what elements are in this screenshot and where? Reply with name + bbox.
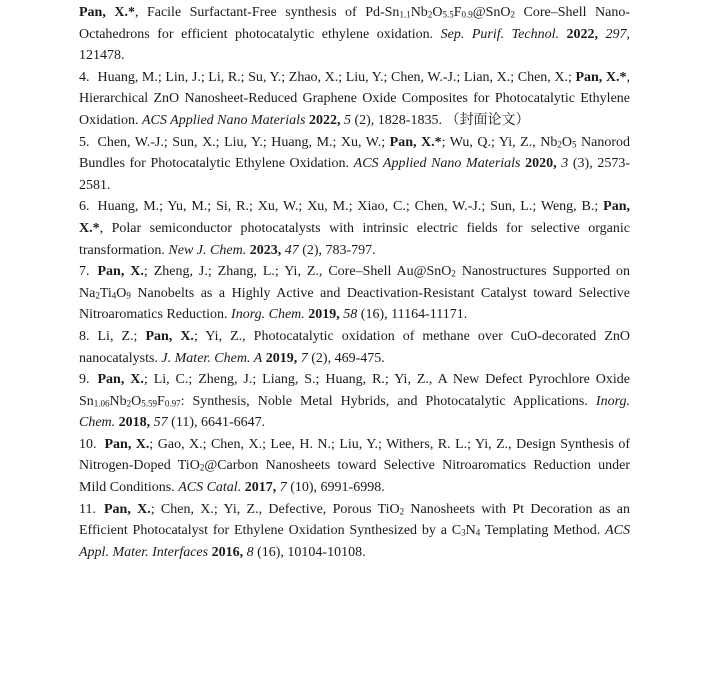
text-run: 2: [427, 9, 433, 20]
text-run: (11), 6641-6647.: [167, 415, 266, 431]
text-run: Inorg. Chem.: [231, 307, 305, 323]
text-run: (2), 469-475.: [307, 350, 385, 366]
text-run: [598, 27, 606, 42]
text-run: Pan, X.: [145, 328, 194, 344]
text-run: 3: [461, 527, 466, 538]
text-run: 2: [557, 139, 562, 150]
text-run: O: [432, 5, 443, 20]
text-run: 2019,: [308, 307, 340, 323]
text-run: (16), 10104-10108.: [253, 544, 366, 560]
text-run: : Synthesis, Noble Metal Hybrids, and Photocatalytic Applications.: [180, 393, 596, 409]
reference-number: 4.: [79, 69, 90, 85]
text-run: Nanostructures Supported on Na: [79, 264, 630, 301]
text-run: 7: [279, 480, 287, 496]
text-run: ACS Catal.: [178, 480, 242, 496]
reference-number: 8.: [79, 328, 90, 344]
text-run: 2022,: [566, 26, 598, 42]
reference-item: [79, 196, 630, 261]
text-run: 5: [343, 112, 351, 128]
text-run: , Facile Surfactant-Free synthesis of Pd-Sn: [134, 5, 400, 20]
reference-number: 6.: [79, 199, 90, 215]
text-run: F: [157, 393, 165, 409]
text-run: 5: [571, 139, 577, 150]
text-run: 0.97: [164, 398, 181, 409]
text-run: 2: [451, 268, 456, 279]
text-run: [559, 27, 567, 42]
reference-number: 7.: [79, 264, 90, 280]
text-run: J. Mater. Chem. A: [161, 350, 263, 366]
text-run: (2), 783-797.: [298, 242, 376, 258]
text-run: , Polar semiconductor photocatalysts with intrinsic electric fields for selective organic transformation.: [79, 220, 630, 258]
reference-item: [79, 499, 630, 564]
text-run: 297: [605, 26, 627, 42]
text-run: O: [561, 134, 572, 150]
text-run: 2019,: [265, 350, 298, 366]
text-run: 8: [246, 544, 254, 560]
reference-number: 11.: [79, 501, 96, 517]
text-run: New J. Chem.: [168, 242, 247, 258]
text-run: @Carbon Nanosheets toward Selective Nitroaromatics Reduction under Mild Conditions.: [79, 458, 630, 496]
text-run: 2: [199, 463, 205, 474]
text-run: 2: [399, 506, 405, 517]
text-run: Templating Method.: [480, 523, 606, 539]
text-run: Pan, X.: [97, 264, 144, 280]
text-run: ; Li, C.; Zheng, J.; Liang, S.; Huang, R.; Yi, Z., A New Defect Pyrochlore Oxide Sn: [79, 372, 630, 409]
text-run: Ti: [99, 285, 112, 301]
text-run: ; Chen, X.; Yi, Z., Defective, Porous TiO: [150, 501, 400, 517]
text-run: (2), 1828-1835. （封面论文）: [350, 112, 530, 128]
reference-number: 10.: [79, 436, 97, 452]
text-run: 1.1: [399, 9, 411, 20]
text-run: 0.9: [461, 9, 473, 20]
text-run: 2: [95, 290, 100, 301]
text-run: 9: [126, 290, 131, 301]
text-run: 2022,: [308, 112, 341, 128]
text-run: 2016,: [211, 544, 244, 560]
text-run: ; Yi, Z., Photocatalytic oxidation of methane over CuO-decorated ZnO nanocatalysts.: [79, 328, 630, 366]
text-run: Pan, X.: [104, 436, 150, 452]
reference-number: 9.: [79, 372, 90, 388]
text-run: 5.5: [442, 9, 454, 20]
text-run: 7: [300, 350, 308, 366]
reference-item: [79, 326, 630, 369]
text-run: O: [131, 393, 142, 409]
reference-item: [79, 2, 630, 67]
text-run: Core–Shell Nano-Octahedrons for efficient photocatalytic ethylene oxidation.: [79, 5, 630, 42]
text-run: Pan, X.: [103, 501, 151, 517]
text-run: 5.59: [141, 398, 158, 409]
text-run: 2023,: [249, 242, 282, 258]
text-run: Huang, M.; Yu, M.; Si, R.; Xu, W.; Xu, M.; Xiao, C.; Chen, W.-J.; Sun, L.; Weng, B.;: [97, 199, 604, 215]
text-run: (10), 6991-6998.: [286, 480, 385, 496]
text-run: Nanorod Bundles for Photocatalytic Ethylene Oxidation.: [79, 134, 630, 172]
text-run: F: [453, 5, 462, 20]
text-run: Nb: [109, 393, 127, 409]
text-run: Nanobelts as a Highly Active and Deactivation-Resistant Catalyst toward Selective Nitroaromatics Reduction.: [79, 285, 630, 323]
reference-list: [79, 2, 630, 563]
text-run: 2: [510, 9, 516, 20]
text-run: O: [116, 285, 127, 301]
text-run: N: [465, 523, 476, 539]
text-run: 4: [475, 527, 481, 538]
reference-item: [79, 67, 630, 132]
text-run: Inorg. Chem.: [79, 393, 630, 431]
text-run: 2: [126, 398, 132, 409]
reference-item: [79, 369, 630, 434]
text-run: Pan, X.*: [79, 199, 630, 236]
text-run: Li, Z.;: [97, 328, 146, 344]
text-run: Huang, M.; Lin, J.; Li, R.; Su, Y.; Zhao, X.; Liu, Y.; Chen, W.-J.; Lian, X.; Chen, X.;: [97, 69, 576, 85]
reference-item: [79, 261, 630, 326]
text-run: (16), 11164-11171.: [357, 307, 468, 323]
text-run: , Hierarchical ZnO Nanosheet-Reduced Graphene Oxide Composites for Photocatalytic Ethylene Oxidation.: [79, 69, 631, 128]
text-run: ACS Applied Nano Materials: [353, 156, 521, 172]
text-run: Nanosheets with Pt Decoration as an Efficient Photocatalyst for Ethylene Oxidation Synthesized by a C: [79, 501, 630, 539]
text-run: Sep. Purif. Technol.: [440, 26, 559, 42]
text-run: 47: [284, 242, 299, 258]
text-run: (3), 2573-2581.: [79, 156, 630, 193]
text-run: 2018,: [118, 415, 151, 431]
text-run: Nb: [410, 5, 428, 20]
text-run: ACS Appl. Mater. Interfaces: [79, 523, 631, 560]
reference-item: [79, 434, 630, 499]
text-run: 3: [561, 156, 569, 172]
text-run: @SnO: [472, 5, 511, 20]
text-run: 57: [153, 415, 168, 431]
text-run: ; Gao, X.; Chen, X.; Lee, H. N.; Liu, Y.; Withers, R. L.; Yi, Z., Design Synthesis of Nitrogen-Doped TiO: [79, 436, 631, 474]
text-run: 4: [111, 290, 117, 301]
text-run: Pan, X.*: [389, 134, 442, 150]
text-run: , 121478.: [79, 26, 631, 64]
text-run: ; Wu, Q.; Yi, Z., Nb: [441, 134, 558, 150]
text-run: 58: [343, 307, 358, 323]
text-run: ACS Applied Nano Materials: [142, 112, 306, 128]
text-run: Pan, X.*: [79, 5, 135, 20]
reference-number: 5.: [79, 134, 90, 150]
reference-item: [79, 132, 630, 197]
text-run: 2020,: [525, 156, 557, 172]
text-run: 2017,: [244, 480, 277, 496]
text-run: Pan, X.: [97, 372, 144, 388]
text-run: Pan, X.*: [575, 69, 627, 85]
text-run: ; Zheng, J.; Zhang, L.; Yi, Z., Core–Shell Au@SnO: [143, 264, 452, 280]
text-run: Chen, W.-J.; Sun, X.; Liu, Y.; Huang, M.; Xu, W.;: [97, 134, 390, 150]
text-run: 1.06: [93, 398, 110, 409]
